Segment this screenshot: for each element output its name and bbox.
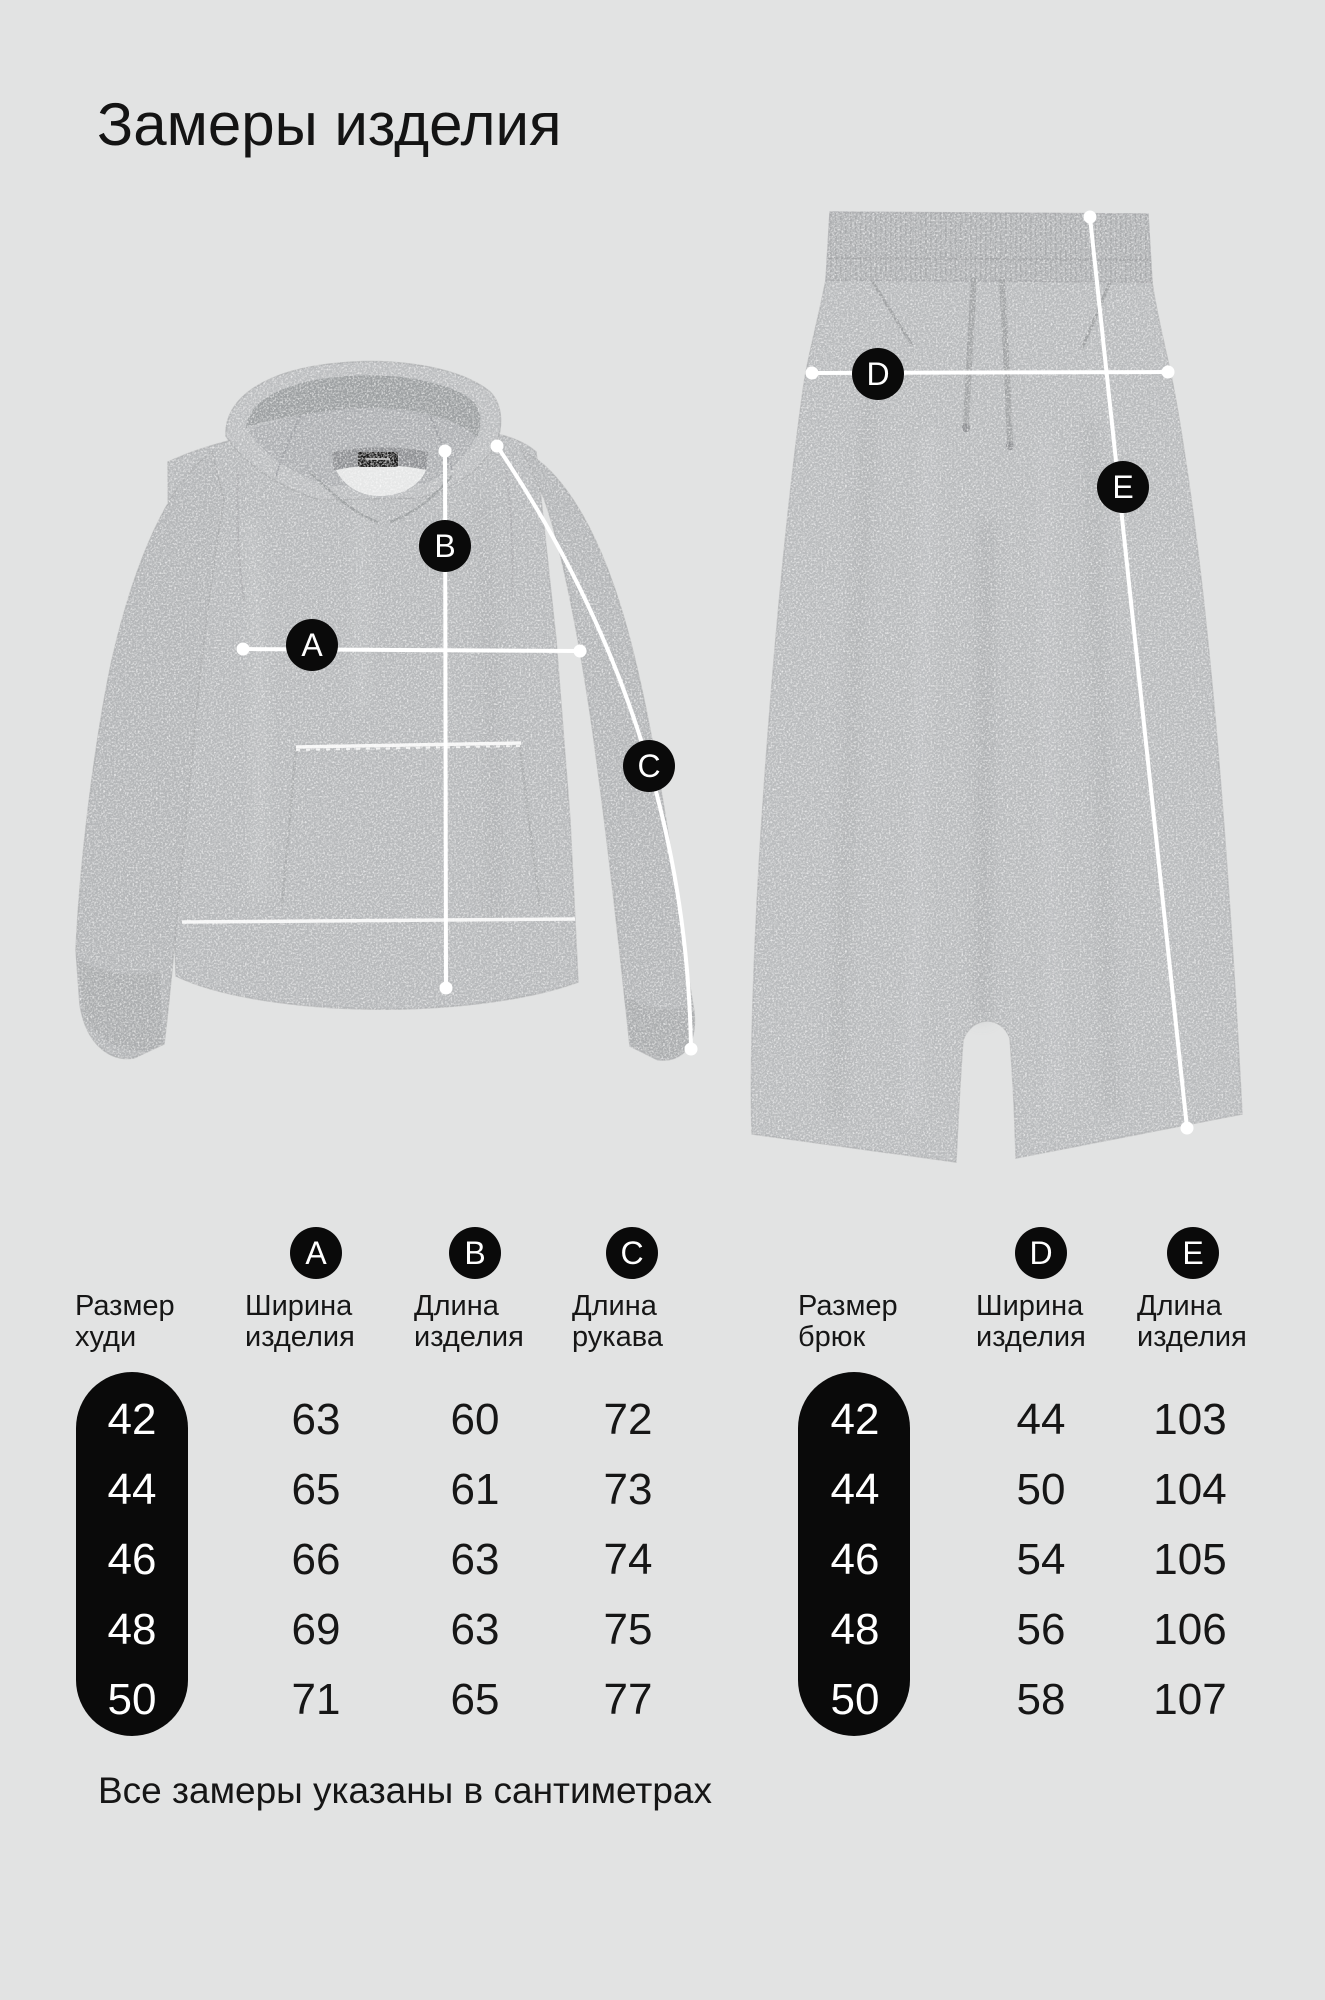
hoodie-col-b-badge: B bbox=[449, 1227, 501, 1279]
hoodie-size-cell: 48 bbox=[107, 1605, 157, 1654]
pants-value-cell: 54 bbox=[1016, 1535, 1066, 1584]
pants-size-header: Размер брюк bbox=[798, 1290, 898, 1353]
hoodie-value-cell: 77 bbox=[603, 1675, 653, 1724]
pants-col-d-badge: D bbox=[1015, 1227, 1067, 1279]
pants-value-cell: 103 bbox=[1153, 1395, 1227, 1444]
pants-value-cell: 104 bbox=[1153, 1465, 1227, 1514]
hoodie-value-cell: 73 bbox=[603, 1465, 653, 1514]
pants-value-cell: 58 bbox=[1016, 1675, 1066, 1724]
hoodie-col-c-badge: C bbox=[606, 1227, 658, 1279]
hoodie-size-cell: 44 bbox=[107, 1465, 157, 1514]
pants-size-cell: 48 bbox=[830, 1605, 880, 1654]
marker-b-badge: B bbox=[419, 520, 471, 572]
hoodie-value-cell: 74 bbox=[603, 1535, 653, 1584]
hoodie-col-b-title: Длина изделия bbox=[414, 1290, 524, 1353]
pants-value-cell: 106 bbox=[1153, 1605, 1227, 1654]
hoodie-value-cell: 60 bbox=[450, 1395, 500, 1444]
hoodie-col-c-title: Длина рукава bbox=[572, 1290, 663, 1353]
hoodie-photo bbox=[76, 362, 694, 1061]
hoodie-value-cell: 63 bbox=[291, 1395, 341, 1444]
hoodie-col-a-title: Ширина изделия bbox=[245, 1290, 355, 1353]
hoodie-value-cell: 71 bbox=[291, 1675, 341, 1724]
pants-col-e-badge: E bbox=[1167, 1227, 1219, 1279]
pants-value-cell: 107 bbox=[1153, 1675, 1227, 1724]
pants-value-cell: 56 bbox=[1016, 1605, 1066, 1654]
hoodie-col-a-badge: A bbox=[290, 1227, 342, 1279]
pants-body bbox=[751, 280, 1242, 1162]
hoodie-value-cell: 61 bbox=[450, 1465, 500, 1514]
pants-photo bbox=[751, 212, 1242, 1162]
hoodie-value-cell: 66 bbox=[291, 1535, 341, 1584]
hoodie-value-cell: 63 bbox=[450, 1535, 500, 1584]
hoodie-size-cell: 50 bbox=[107, 1675, 157, 1724]
marker-d-badge: D bbox=[852, 348, 904, 400]
hoodie-size-header: Размер худи bbox=[75, 1290, 175, 1353]
pants-size-cell: 46 bbox=[830, 1535, 880, 1584]
pants-col-d-title: Ширина изделия bbox=[976, 1290, 1086, 1353]
pants-value-cell: 105 bbox=[1153, 1535, 1227, 1584]
pants-size-cell: 42 bbox=[830, 1395, 880, 1444]
hoodie-size-cell: 46 bbox=[107, 1535, 157, 1584]
hoodie-value-cell: 72 bbox=[603, 1395, 653, 1444]
marker-a-badge: A bbox=[286, 619, 338, 671]
marker-e-badge: E bbox=[1097, 461, 1149, 513]
units-note: Все замеры указаны в сантиметрах bbox=[98, 1770, 713, 1811]
hoodie-value-cell: 65 bbox=[450, 1675, 500, 1724]
pants-size-cell: 50 bbox=[830, 1675, 880, 1724]
hoodie-size-cell: 42 bbox=[107, 1395, 157, 1444]
pants-col-e-title: Длина изделия bbox=[1137, 1290, 1247, 1353]
pants-size-cell: 44 bbox=[830, 1465, 880, 1514]
pants-value-cell: 44 bbox=[1016, 1395, 1066, 1444]
page-title: Замеры изделия bbox=[97, 91, 562, 158]
marker-c-badge: C bbox=[623, 740, 675, 792]
hoodie-value-cell: 75 bbox=[603, 1605, 653, 1654]
hoodie-value-cell: 65 bbox=[291, 1465, 341, 1514]
pants-value-cell: 50 bbox=[1016, 1465, 1066, 1514]
hoodie-value-cell: 69 bbox=[291, 1605, 341, 1654]
hoodie-value-cell: 63 bbox=[450, 1605, 500, 1654]
pants-waistband bbox=[826, 212, 1152, 282]
